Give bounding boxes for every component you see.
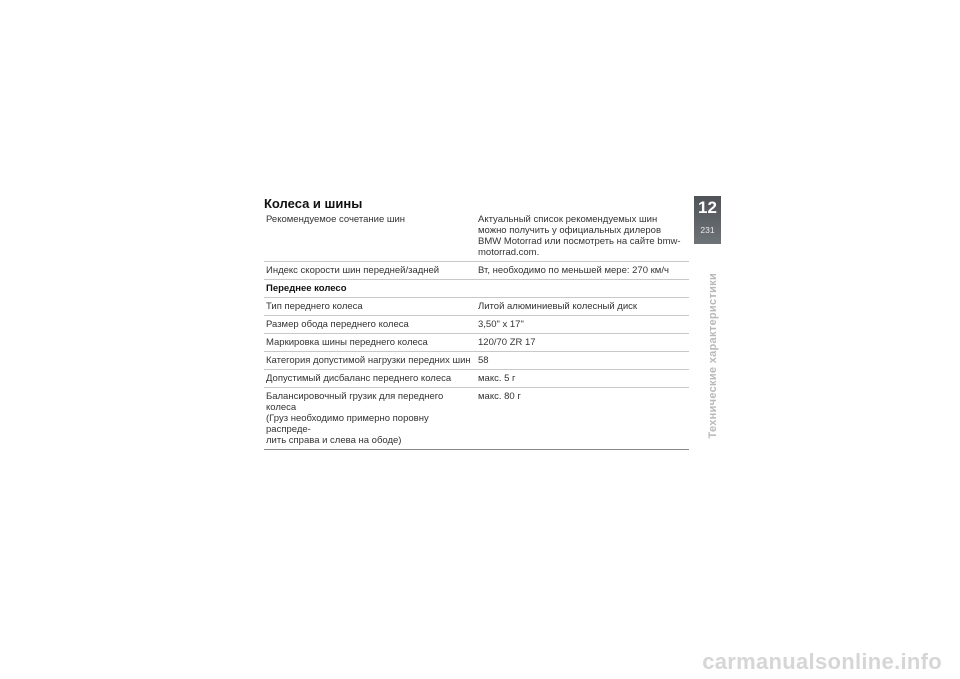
row-value: макс. 5 г [474,370,689,388]
chapter-side-title: Технические характеристики [707,273,719,439]
row-label: Тип переднего колеса [264,298,474,316]
table-row [264,352,689,370]
table-row [264,334,689,352]
table-row [264,316,689,334]
page-number: 231 [700,225,715,235]
row-label: Размер обода переднего колеса [264,316,474,334]
row-value: 58 [474,352,689,370]
table-row [264,211,689,262]
table-row [264,388,689,450]
row-value: Актуальный список рекомендуемых шин можно получить у официальных дилеров BMW Motorrad или посмотреть на сайте bmw- motorrad.com. [474,211,689,262]
section-title: Колеса и шины [264,196,363,211]
subheading-row [264,280,689,298]
row-value: Вт, необходимо по меньшей мере: 270 км/ч [474,262,689,280]
row-label: Индекс скорости шин передней/задней [264,262,474,280]
watermark: carmanualsonline.info [702,649,942,674]
spec-table [264,211,689,450]
row-value: 120/70 ZR 17 [474,334,689,352]
row-label: Рекомендуемое сочетание шин [264,211,474,262]
table-row [264,370,689,388]
row-label: Допустимый дисбаланс переднего колеса [264,370,474,388]
chapter-number: 12 [698,198,717,217]
row-value: макс. 80 г [474,388,689,450]
row-label: Маркировка шины переднего колеса [264,334,474,352]
table-row [264,298,689,316]
chapter-tab [694,196,721,244]
row-value: Литой алюминиевый колесный диск [474,298,689,316]
row-value: 3,50" x 17" [474,316,689,334]
table-row [264,262,689,280]
row-label: Категория допустимой нагрузки передних шин [264,352,474,370]
subheading-front-wheel: Переднее колесо [264,280,689,298]
row-label: Балансировочный грузик для переднего колеса (Груз необходимо примерно поровну распреде- лить справа и слева на ободе) [264,388,474,450]
